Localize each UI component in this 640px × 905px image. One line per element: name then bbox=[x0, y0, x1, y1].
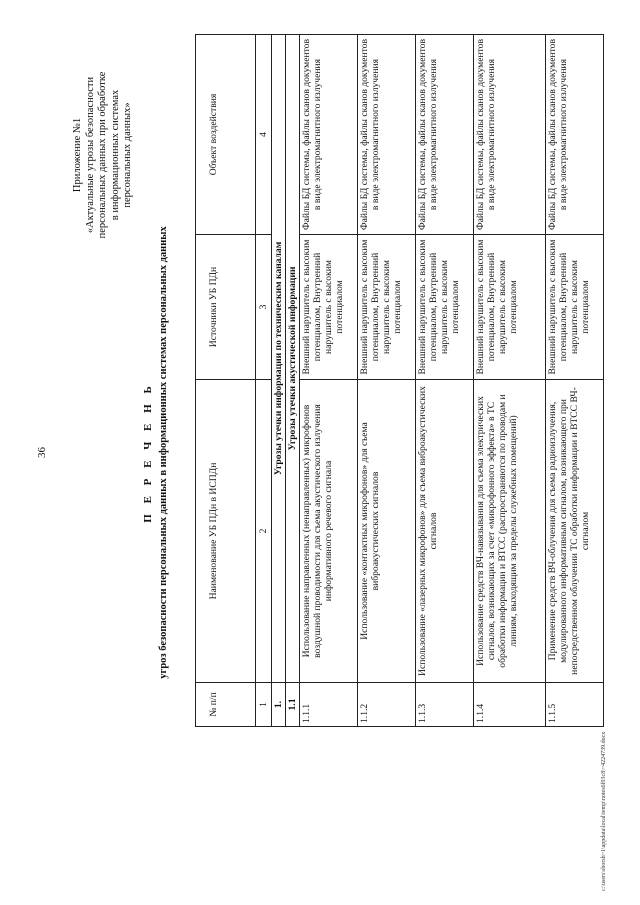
row-number: 1.1.3 bbox=[416, 683, 474, 727]
appendix-line: Приложение №1 bbox=[72, 117, 83, 193]
table-header-row bbox=[196, 35, 256, 727]
impact-object: Файлы БД системы, файлы сканов документов в виде электромагнитного излучения bbox=[300, 35, 358, 235]
section-row bbox=[272, 35, 286, 727]
table-row bbox=[474, 35, 546, 727]
appendix-line: в информационных системах bbox=[109, 89, 121, 221]
table-row bbox=[546, 35, 604, 727]
impact-object: Файлы БД системы, файлы сканов документов в виде электромагнитного излучения bbox=[358, 35, 416, 235]
impact-object: Файлы БД системы, файлы сканов документов в виде электромагнитного излучения bbox=[474, 35, 546, 235]
appendix-caption bbox=[72, 45, 135, 265]
impact-object: Файлы БД системы, файлы сканов документов в виде электромагнитного излучения bbox=[416, 35, 474, 235]
table-row bbox=[416, 35, 474, 727]
section-title: Угрозы утечки информации по техническим каналам bbox=[272, 35, 286, 683]
threat-source: Внешний нарушитель с высоким потенциалом, Внутренний нарушитель с высоким потенциалом bbox=[546, 235, 604, 380]
table-row bbox=[300, 35, 358, 727]
row-number: 1.1.2 bbox=[358, 683, 416, 727]
column-number: 1 bbox=[256, 683, 272, 727]
column-number: 2 bbox=[256, 380, 272, 683]
column-header: Объект воздействия bbox=[196, 35, 256, 235]
appendix-line: «Актуальные угрозы безопасности bbox=[84, 76, 96, 234]
section-number: 1. bbox=[272, 683, 286, 727]
subsection-row bbox=[286, 35, 300, 727]
column-header: № п/п bbox=[196, 683, 256, 727]
appendix-line: персональных данных при обработке bbox=[97, 71, 108, 239]
subsection-title: Угрозы утечки акустической информации bbox=[286, 35, 300, 683]
column-number-row bbox=[256, 35, 272, 727]
file-path-footer: c:\users\sborsh~1\appdata\local\temp\notes6f03c8\~4224739.docx bbox=[601, 731, 607, 891]
appendix-line: персональных данных» bbox=[122, 102, 133, 208]
row-number: 1.1.5 bbox=[546, 683, 604, 727]
column-header: Наименование УБ ПДн в ИСПДн bbox=[196, 380, 256, 683]
row-number: 1.1.4 bbox=[474, 683, 546, 727]
threat-source: Внешний нарушитель с высоким потенциалом, Внутренний нарушитель с высоким потенциалом bbox=[416, 235, 474, 380]
column-number: 3 bbox=[256, 235, 272, 380]
subsection-number: 1.1 bbox=[286, 683, 300, 727]
threat-name: Использование «контактных микрофонов» для съема виброакустических сигналов bbox=[358, 380, 416, 683]
threat-name: Использование направленных (ненаправленных) микрофонов воздушной проводимости для съема акустического излучения информативного речевого сигнала bbox=[300, 380, 358, 683]
threat-name: Использование «лазерных микрофонов» для съема виброакустических сигналов bbox=[416, 380, 474, 683]
column-header: Источники УБ ПДн bbox=[196, 235, 256, 380]
threat-source: Внешний нарушитель с высоким потенциалом, Внутренний нарушитель с высоким потенциалом bbox=[358, 235, 416, 380]
impact-object: Файлы БД системы, файлы сканов документов в виде электромагнитного излучения bbox=[546, 35, 604, 235]
threats-table bbox=[195, 34, 604, 727]
threat-source: Внешний нарушитель с высоким потенциалом, Внутренний нарушитель с высоким потенциалом bbox=[474, 235, 546, 380]
column-number: 4 bbox=[256, 35, 272, 235]
threat-name: Применение средств ВЧ-облучения для съема радиоизлучения, модулированного информативным сигналом, возникающего при непосредственном облучении ТС обработки информации и ВТСС ВЧ-сигналом bbox=[546, 380, 604, 683]
threat-name: Использование средств ВЧ-навязывания для съема электрических сигналов, возникающих за счет «микрофонного эффекта» в ТС обработки информации и ВТСС (распространяются по проводам и линиям, выходящим за пределы служебных помещений) bbox=[474, 380, 546, 683]
table-row bbox=[358, 35, 416, 727]
document-title: П Е Р Е Ч Е Н Ь bbox=[142, 382, 154, 523]
row-number: 1.1.1 bbox=[300, 683, 358, 727]
threat-source: Внешний нарушитель с высоким потенциалом, Внутренний нарушитель с высоким потенциалом bbox=[300, 235, 358, 380]
document-subtitle: угроз безопасности персональных данных в информационных системах персональных данных bbox=[158, 226, 169, 679]
page-number: 36 bbox=[36, 447, 48, 458]
